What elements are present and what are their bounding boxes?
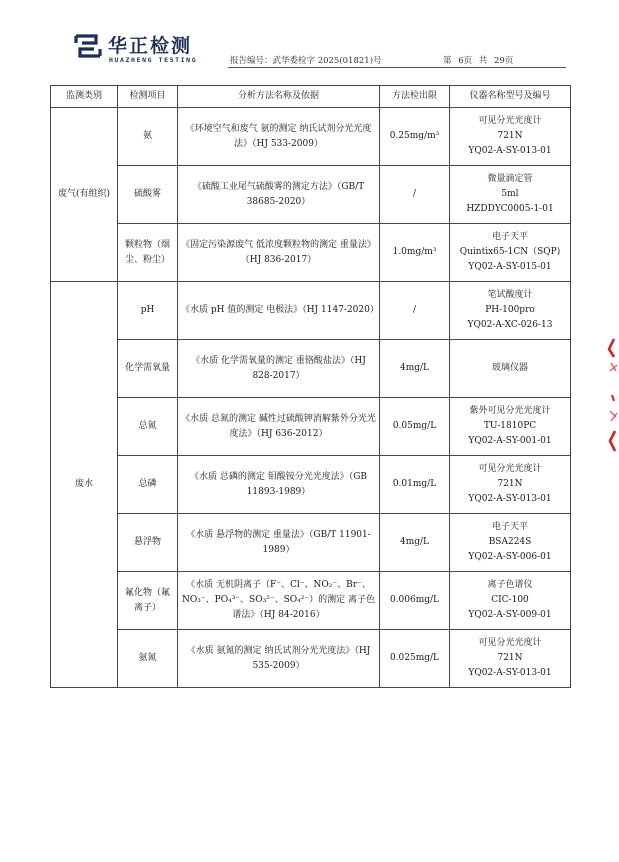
instrument-cell [450,572,571,630]
method-cell: 《水质 悬浮物的测定 重量法》（GB/T 11901-1989） [178,514,380,572]
instrument-cell [450,630,571,688]
category-cell: 废水 [51,282,118,688]
table-row [51,224,571,282]
instrument-code: HZDDYC0005-1-01 [466,204,554,214]
instrument-cell [450,398,571,456]
limit-cell: 0.25mg/m³ [380,108,450,166]
instrument-code: YQ02-A-SY-013-01 [468,668,552,678]
column-header: 检测项目 [118,86,178,108]
instrument-cell [450,456,571,514]
page-header [50,30,570,70]
limit-cell: 0.006mg/L [380,572,450,630]
seal-stamp-fragment-icon [605,337,619,457]
instrument-cell [450,340,571,398]
instrument-model: PH-100pro [485,305,535,315]
column-header: 监测类别 [51,86,118,108]
column-header: 仪器名称型号及编号 [450,86,571,108]
method-cell: 《水质 氨氮的测定 纳氏试剂分光光度法》（HJ 535-2009） [178,630,380,688]
huazheng-logo-icon [74,34,102,58]
method-cell: 《水质 pH 值的测定 电极法》（HJ 1147-2020） [178,282,380,340]
instrument-name: 电子天平 [491,522,528,532]
instrument-code: YQ02-A-SY-006-01 [468,552,552,562]
instrument-cell [450,166,571,224]
instrument-model: BSA224S [488,537,532,547]
method-table [50,85,571,688]
table-row [51,282,571,340]
instrument-name: 可见分光光度计 [478,638,542,648]
company-logo-subtext: HUAZHENG TESTING [109,56,198,64]
instrument-name: 可见分光光度计 [478,116,542,126]
column-header: 方法检出限 [380,86,450,108]
limit-cell: 0.01mg/L [380,456,450,514]
limit-cell: 4mg/L [380,340,450,398]
method-cell: 《环境空气和废气 氨的测定 纳氏试剂分光光度法》（HJ 533-2009） [178,108,380,166]
limit-cell: / [380,166,450,224]
instrument-name: 玻璃仪器 [491,363,528,373]
instrument-code: YQ02-A-SY-013-01 [468,494,552,504]
table-row [51,514,571,572]
table-row [51,572,571,630]
item-cell: 氟化物（氟离子） [118,572,178,630]
method-cell: 《硫酸工业尾气硫酸雾的测定方法》（GB/T 38685-2020） [178,166,380,224]
method-cell: 《水质 无机阴离子（F⁻、Cl⁻、NO₂⁻、Br⁻、NO₃⁻、PO₄³⁻、SO₃²⁻、SO₄²⁻）的测定 离子色谱法》（HJ 84-2016） [178,572,380,630]
method-cell: 《水质 总磷的测定 钼酸铵分光光度法》（GB 11893-1989） [178,456,380,514]
item-cell: 化学需氧量 [118,340,178,398]
table-header-row [51,86,571,108]
instrument-name: 可见分光光度计 [478,464,542,474]
instrument-model: 721N [497,131,523,141]
instrument-code: YQ02-A-SY-013-01 [468,146,552,156]
table-row [51,630,571,688]
item-cell: 总氮 [118,398,178,456]
limit-cell: 0.025mg/L [380,630,450,688]
item-cell: pH [118,282,178,340]
instrument-code: YQ02-A-SY-015-01 [468,262,552,272]
limit-cell: 0.05mg/L [380,398,450,456]
table-row [51,108,571,166]
instrument-model: 721N [497,653,523,663]
instrument-cell [450,224,571,282]
instrument-cell [450,282,571,340]
item-cell: 硫酸雾 [118,166,178,224]
header-divider [228,67,566,68]
item-cell: 颗粒物（烟尘、粉尘） [118,224,178,282]
column-header: 分析方法名称及依据 [178,86,380,108]
limit-cell: / [380,282,450,340]
instrument-code: YQ02-A-SY-009-01 [468,610,552,620]
instrument-name: 电子天平 [491,232,528,242]
instrument-model: TU-1810PC [483,421,537,431]
item-cell: 氨 [118,108,178,166]
instrument-name: 离子色谱仪 [487,580,533,590]
report-number: 报告编号：武华委检字 2025(01821)号 [230,56,382,66]
instrument-code: YQ02-A-SY-001-01 [468,436,552,446]
instrument-name: 微量滴定管 [487,174,533,184]
limit-cell: 1.0mg/m³ [380,224,450,282]
table-row [51,340,571,398]
table-row [51,398,571,456]
method-cell: 《水质 化学需氧量的测定 重铬酸盐法》（HJ 828-2017） [178,340,380,398]
item-cell: 总磷 [118,456,178,514]
instrument-model: CIC-100 [491,595,529,605]
item-cell: 氨氮 [118,630,178,688]
limit-cell: 4mg/L [380,514,450,572]
instrument-name: 紫外可见分光光度计 [469,406,551,416]
method-cell: 《水质 总氮的测定 碱性过硫酸钾消解紫外分光光度法》（HJ 636-2012） [178,398,380,456]
instrument-cell [450,108,571,166]
instrument-model: Quintix65-1CN（SQP) [459,247,561,257]
instrument-model: 721N [497,479,523,489]
instrument-cell [450,514,571,572]
company-logo-text: 华正检测 [108,35,193,57]
instrument-code: YQ02-A-XC-026-13 [467,320,553,330]
page-number: 第 6页 共 29页 [443,56,514,66]
table-row [51,166,571,224]
instrument-name: 笔试酸度计 [487,290,533,300]
method-cell: 《固定污染源废气 低浓度颗粒物的测定 重量法》（HJ 836-2017） [178,224,380,282]
table-row [51,456,571,514]
instrument-model: 5ml [501,189,519,199]
item-cell: 悬浮物 [118,514,178,572]
category-cell: 废气(有组织) [51,108,118,282]
